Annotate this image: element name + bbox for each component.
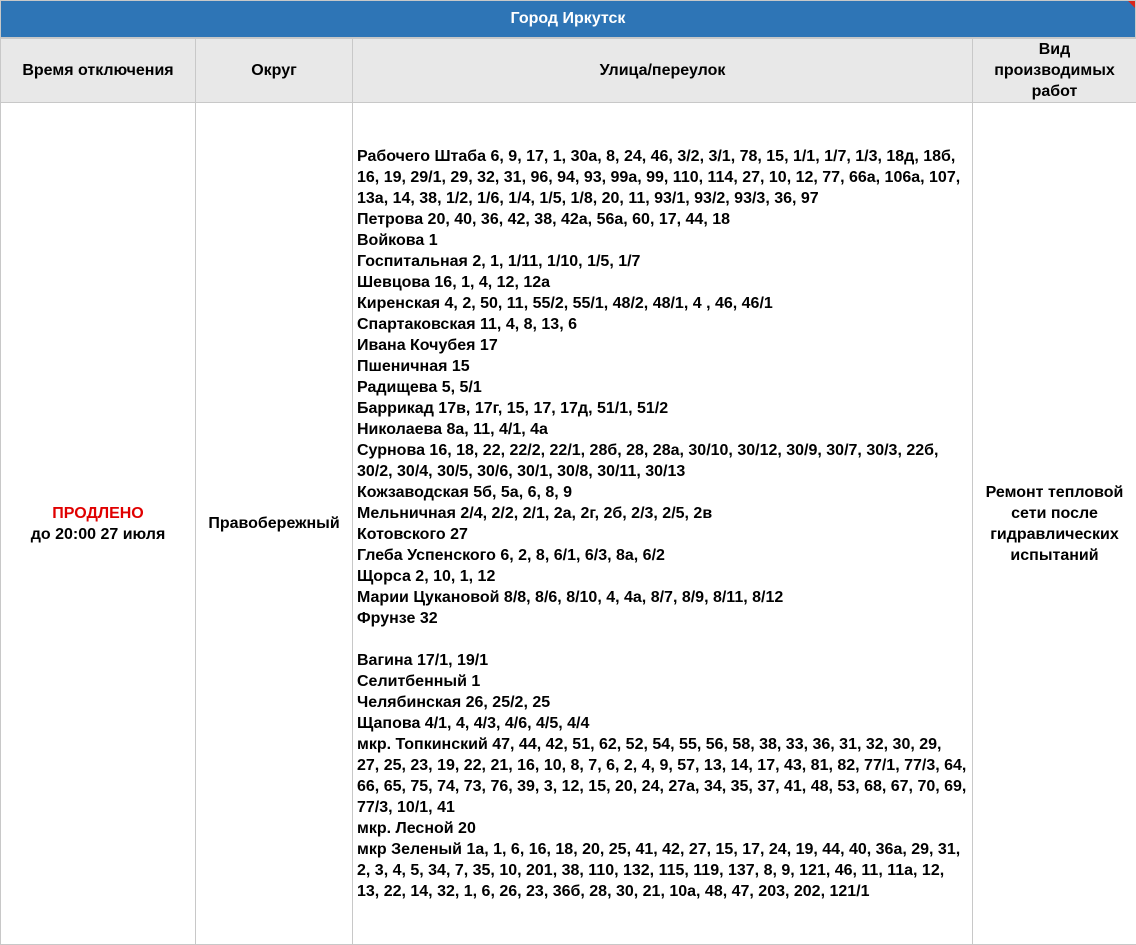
streets-group-1: [357, 146, 968, 629]
streets-group-2: [357, 650, 968, 902]
street-entry: мкр Зеленый 1а, 1, 6, 16, 18, 20, 25, 41, 42, 27, 15, 17, 24, 19, 44, 40, 36а, 29, 31, 2, 3, 4, 5, 34, 7, 35, 10, 201, 38, 110, 132, 115, 119, 137, 8, 9, 121, 46, 11, 11а, 12, 13, 22, 14, 32, 1, 6, 26, 23, 36б, 28, 30, 21, 10а, 48, 47, 203, 202, 121/1: [357, 840, 961, 900]
street-entry: Щапова 4/1, 4, 4/3, 4/6, 4/5, 4/4: [357, 714, 590, 732]
street-entry: Марии Цукановой 8/8, 8/6, 8/10, 4, 4а, 8/7, 8/9, 8/11, 8/12: [357, 588, 784, 606]
outage-table: [0, 38, 1136, 945]
street-entry: Глеба Успенского 6, 2, 8, 6/1, 6/3, 8а, 6/2: [357, 546, 665, 564]
city-title-text: Город Иркутск: [510, 10, 626, 27]
corner-marker-icon: [1128, 1, 1135, 8]
header-row: [1, 39, 1136, 103]
street-entry: Спартаковская 11, 4, 8, 13, 6: [357, 315, 577, 333]
street-entry: Баррикад 17в, 17г, 15, 17, 17д, 51/1, 51/2: [357, 399, 669, 417]
city-title: [0, 0, 1136, 38]
street-entry: Фрунзе 32: [357, 609, 438, 627]
cell-district: Правобережный: [196, 103, 353, 945]
street-entry: Вагина 17/1, 19/1: [357, 651, 489, 669]
streets-spacer: [357, 629, 968, 650]
street-entry: Войкова 1: [357, 231, 438, 249]
street-entry: Шевцова 16, 1, 4, 12, 12а: [357, 273, 551, 291]
street-entry: Радищева 5, 5/1: [357, 378, 482, 396]
street-entry: Сурнова 16, 18, 22, 22/2, 22/1, 28б, 28, 28а, 30/10, 30/12, 30/9, 30/7, 30/3, 22б, 30/2, 30/4, 30/5, 30/6, 30/1, 30/8, 30/11, 30/13: [357, 441, 939, 480]
street-entry: мкр. Топкинский 47, 44, 42, 51, 62, 52, 54, 55, 56, 58, 38, 33, 36, 31, 32, 30, 29, 27, 25, 23, 19, 22, 21, 16, 10, 8, 7, 6, 2, 4, 9, 57, 13, 14, 17, 43, 81, 82, 77/1, 77/3, 64, 66, 65, 75, 74, 73, 76, 39, 3, 12, 15, 20, 24, 27а, 34, 35, 37, 41, 48, 53, 68, 67, 70, 69, 77/3, 10/1, 41: [357, 735, 967, 816]
street-entry: Киренская 4, 2, 50, 11, 55/2, 55/1, 48/2, 48/1, 4 , 46, 46/1: [357, 294, 773, 312]
street-entry: Селитбенный 1: [357, 672, 481, 690]
header-time: Время отключения: [1, 39, 196, 103]
work-type-text: Ремонт тепловой сети после гидравлических испытаний: [985, 483, 1124, 564]
header-street: Улица/переулок: [353, 39, 973, 103]
until-time: до 20:00 27 июля: [30, 525, 166, 543]
status-extended: ПРОДЛЕНО: [52, 504, 144, 522]
cell-time: [1, 103, 196, 945]
street-entry: Мельничная 2/4, 2/2, 2/1, 2а, 2г, 2б, 2/3, 2/5, 2в: [357, 504, 713, 522]
street-entry: мкр. Лесной 20: [357, 819, 476, 837]
header-work-type-text: Вид производимых работ: [994, 41, 1115, 100]
street-entry: Петрова 20, 40, 36, 42, 38, 42а, 56а, 60, 17, 44, 18: [357, 210, 731, 228]
street-entry: Челябинская 26, 25/2, 25: [357, 693, 551, 711]
table-row: [1, 103, 1136, 945]
cell-streets: [353, 103, 973, 945]
street-entry: Госпитальная 2, 1, 1/11, 1/10, 1/5, 1/7: [357, 252, 641, 270]
header-work-type: [973, 39, 1136, 103]
street-entry: Котовского 27: [357, 525, 468, 543]
street-entry: Пшеничная 15: [357, 357, 470, 375]
street-entry: Щорса 2, 10, 1, 12: [357, 567, 496, 585]
street-entry: Ивана Кочубея 17: [357, 336, 498, 354]
street-entry: Николаева 8а, 11, 4/1, 4а: [357, 420, 548, 438]
street-entry: Кожзаводская 5б, 5а, 6, 8, 9: [357, 483, 573, 501]
cell-work-type: [973, 103, 1136, 945]
street-entry: Рабочего Штаба 6, 9, 17, 1, 30а, 8, 24, 46, 3/2, 3/1, 78, 15, 1/1, 1/7, 1/3, 18д, 18б, 16, 19, 29/1, 29, 32, 31, 96, 94, 93, 99а, 99, 110, 114, 27, 10, 12, 77, 66а, 106а, 107, 13а, 14, 38, 1/2, 1/6, 1/4, 1/5, 1/8, 20, 11, 93/1, 93/2, 93/3, 36, 97: [357, 147, 961, 207]
header-district: Округ: [196, 39, 353, 103]
